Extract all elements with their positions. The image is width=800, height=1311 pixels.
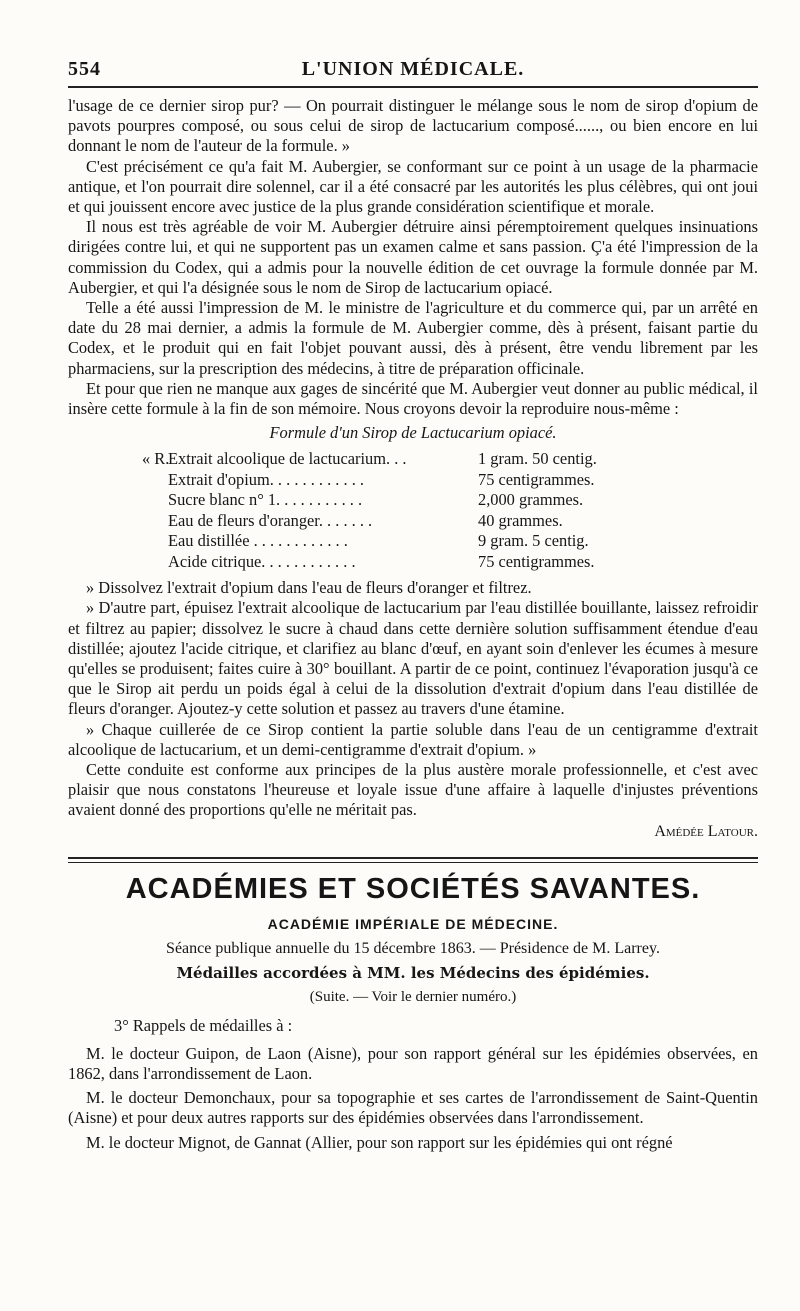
journal-title: L'UNION MÉDICALE. — [301, 58, 525, 80]
recipe-row — [168, 490, 668, 511]
recipe-ingredient: Extrait d'opium. . . . . . . . . . . . — [168, 469, 364, 489]
page-number: 554 — [68, 58, 101, 80]
recipe-mark: « R. — [142, 449, 170, 469]
recipe-quantity: 75 centigrammes. — [478, 469, 595, 489]
section-title: ACADÉMIES ET SOCIÉTÉS SAVANTES. — [125, 872, 701, 905]
article-paragraph-3: Il nous est très agréable de voir M. Aubergier détruire ainsi péremptoirement quelques insinuations dirigées contre lui, et qui ne supportent pas un examen calme et sans passion. Ç'a été l'impression de la commission du Codex, qui a admis pour la nouvelle édition de cet ouvrage la formule donnée par M. Aubergier, et qui l'a désignée sous le nom de Sirop de lactucarium opiacé. — [68, 217, 758, 297]
recipe-row — [168, 511, 668, 532]
instruction-paragraph-2: » D'autre part, épuisez l'extrait alcoolique de lactucarium par l'eau distillée bouillante, laissez refroidir et filtrez au papier; dissolvez le sucre à chaud dans cette dernière solution suffisamment étendue d'eau distillée; ajoutez l'acide citrique, et clarifiez au blanc d'œuf, en ayant soin d'enlever les écumes à mesure qu'elles se produisent; faites cuire à 30° bouillant. A partir de ce point, continuez l'évaporation jusqu'à ce que le Sirop ait perdu un poids égal à celui de la dissolution d'extrait d'opium dans l'eau distillée de fleurs d'oranger. Ajoutez-y cette solution et passez au travers d'une étamine. — [68, 598, 758, 719]
article-paragraph-1: l'usage de ce dernier sirop pur? — On pourrait distinguer le mélange sous le nom de sirop d'opium de pavots pourpres composé, ou sous celui de sirop de lactucarium composé......, ou bien encore en lui donnant le nom de l'auteur de la formule. » — [68, 96, 758, 156]
recipe-quantity: 9 gram. 5 centig. — [478, 531, 589, 551]
medals-heading: Médailles accordées à MM. les Médecins des épidémies. — [176, 963, 650, 982]
recipe-row — [142, 449, 668, 470]
seance-line: Séance publique annuelle du 15 décembre 1863. — Présidence de M. Larrey. — [166, 939, 660, 957]
recipe-ingredient: Acide citrique. . . . . . . . . . . . — [168, 551, 356, 571]
section-divider — [68, 857, 758, 863]
medal-entry: M. le docteur Mignot, de Gannat (Allier, pour son rapport sur les épidémies qui ont régné — [86, 1132, 673, 1152]
journal-page — [68, 52, 758, 1157]
article-paragraph-4: Telle a été aussi l'impression de M. le ministre de l'agriculture et du commerce qui, par un arrêté en date du 28 mai dernier, a admis la formule de M. Aubergier comme, dès à présent, faisant partie du Codex, et le produit qui en fait l'objet pouvant aussi, dès à présent, être vendu librement par les pharmaciens, sur la prescription des médecins, à titre de préparation officinale. — [68, 298, 758, 378]
recipe-quantity: 2,000 grammes. — [478, 490, 584, 510]
recipe-quantity: 40 grammes. — [478, 510, 563, 530]
instruction-paragraph-3: » Chaque cuillerée de ce Sirop contient la partie soluble dans l'eau de un centigramme d'extrait alcoolique de lactucarium, et un demi-centigramme d'extrait d'opium. » — [68, 719, 758, 759]
author-signature — [68, 823, 758, 841]
recipe-ingredient: Extrait alcoolique de lactucarium. . . — [168, 449, 407, 469]
recipe-row — [168, 552, 668, 573]
recipe-row — [168, 531, 668, 552]
recipe-list — [142, 449, 668, 572]
article-paragraph-2: C'est précisément ce qu'a fait M. Aubergier, se conformant sur ce point à un usage de la pharmacie antique, et l'on pourrait dire solennel, car il a été consacré par les autorités les plus célèbres, qui ont joui et qui jouissent encore avec justice de la plus grande considération scientifique et morale. — [68, 156, 758, 217]
recipe-ingredient: Sucre blanc n° 1. . . . . . . . . . . — [168, 490, 363, 510]
rappels-heading: 3° Rappels de médailles à : — [114, 1015, 293, 1035]
recipe-row — [168, 470, 668, 491]
instruction-paragraph-1: » Dissolvez l'extrait d'opium dans l'eau de fleurs d'oranger et filtrez. — [86, 578, 532, 598]
recipe-ingredient: Eau distillée . . . . . . . . . . . . — [168, 531, 348, 551]
suite-note: (Suite. — Voir le dernier numéro.) — [309, 988, 517, 1005]
conclusion-paragraph: Cette conduite est conforme aux principes de la plus austère morale professionnelle, et c'est avec plaisir que nous constatons l'heureuse et loyale issue d'une affaire à laquelle d'injustes préventions avaient donné des proportions qu'elle ne méritait pas. — [68, 760, 758, 820]
academy-title: ACADÉMIE IMPÉRIALE DE MÉDECINE. — [267, 915, 559, 932]
page-header — [68, 52, 758, 88]
medal-entry: M. le docteur Guipon, de Laon (Aisne), pour son rapport général sur les épidémies observées, en 1862, dans l'arrondissement de Laon. — [68, 1043, 758, 1083]
recipe-quantity: 1 gram. 50 centig. — [478, 449, 597, 469]
recipe-ingredient: Eau de fleurs d'oranger. . . . . . . — [168, 510, 373, 530]
author-name: Amédée Latour. — [654, 822, 758, 840]
medal-entry: M. le docteur Demonchaux, pour sa topographie et ses cartes de l'arrondissement de Saint-Quentin (Aisne) et pour deux autres rapports sur des épidémies observées dans l'arrondissement. — [68, 1088, 758, 1128]
recipe-quantity: 75 centigrammes. — [478, 551, 595, 571]
article-paragraph-5: Et pour que rien ne manque aux gages de sincérité que M. Aubergier veut donner au public médical, il insère cette formule à la fin de son mémoire. Nous croyons devoir la reproduire nous-même : — [68, 378, 758, 419]
formula-title: Formule d'un Sirop de Lactucarium opiacé. — [269, 423, 557, 443]
